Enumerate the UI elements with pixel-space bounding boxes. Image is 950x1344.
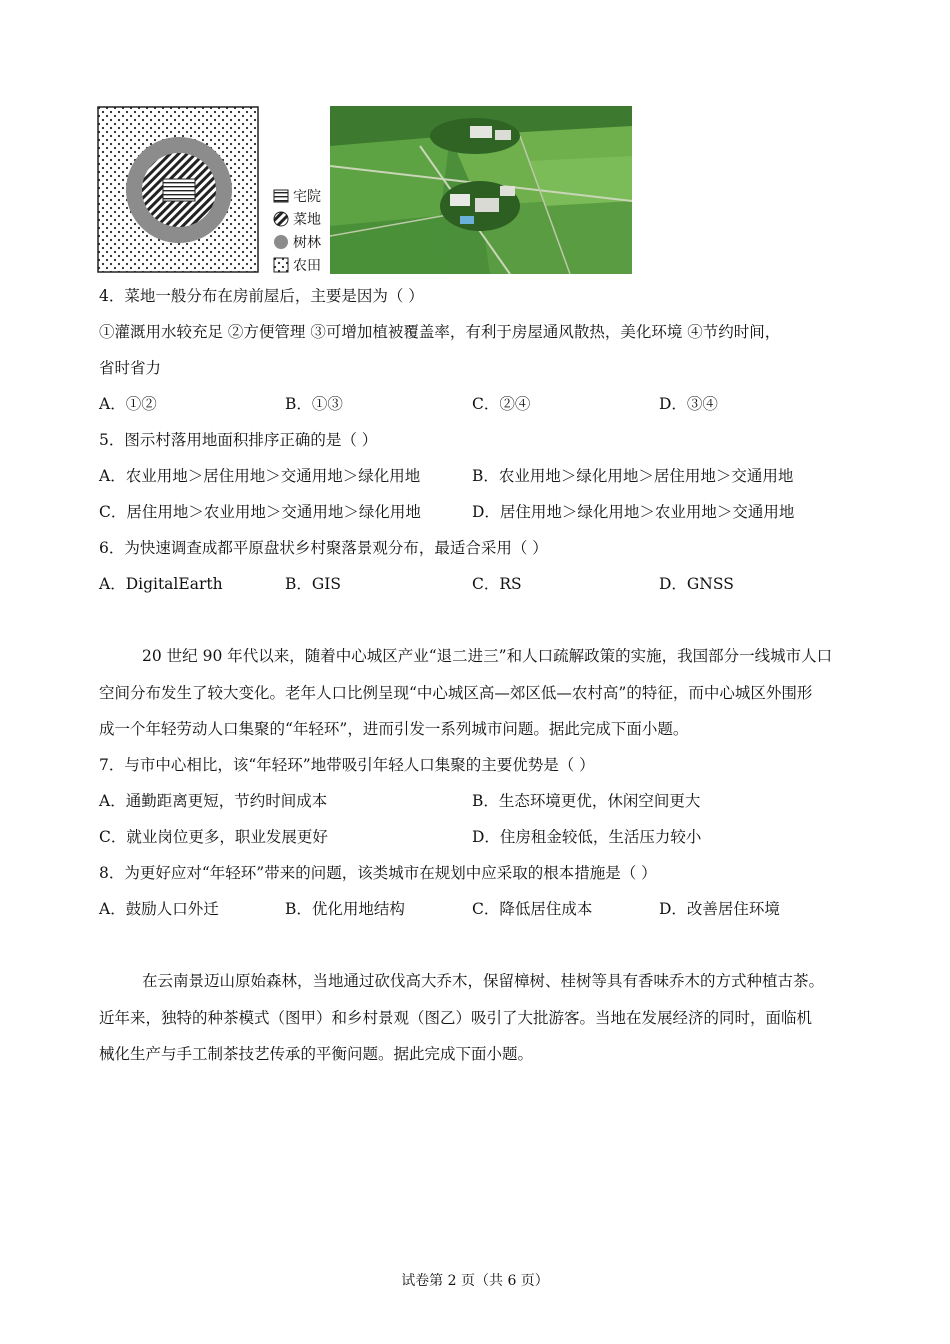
legend-item-forest bbox=[273, 232, 321, 252]
q6-option-a[interactable]: A．DigitalEarth bbox=[99, 575, 223, 593]
q5-option-c[interactable]: C．居住用地＞农业用地＞交通用地＞绿化用地 bbox=[99, 503, 421, 521]
passage3-line3: 械化生产与手工制茶技艺传承的平衡问题。据此完成下面小题。 bbox=[99, 1045, 534, 1063]
q4-option-a[interactable]: A．①② bbox=[99, 395, 157, 413]
passage2-line1: 20 世纪 90 年代以来，随着中心城区产业“退二进三”和人口疏解政策的实施，我国部分一线城市人口 bbox=[142, 647, 833, 665]
grey-circle-swatch-icon bbox=[273, 234, 289, 250]
q8-option-b[interactable]: B．优化用地结构 bbox=[285, 900, 405, 918]
land-use-diagram bbox=[97, 106, 262, 276]
q5-stem: 5．图示村落用地面积排序正确的是（ ） bbox=[99, 431, 378, 449]
passage2-line3: 成一个年轻劳动人口集聚的“年轻环”，进而引发一系列城市问题。据此完成下面小题。 bbox=[99, 720, 689, 738]
q6-option-d[interactable]: D．GNSS bbox=[659, 575, 734, 593]
legend-item-vegetable bbox=[273, 209, 321, 229]
legend-label: 农田 bbox=[293, 258, 321, 274]
passage2-line2: 空间分布发生了较大变化。老年人口比例呈现“中心城区高—郊区低—农村高”的特征，而中心城区外围形 bbox=[99, 684, 813, 702]
q7-stem: 7．与市中心相比，该“年轻环”地带吸引年轻人口集聚的主要优势是（ ） bbox=[99, 756, 595, 774]
dotted-square-swatch-icon bbox=[273, 257, 289, 273]
q7-option-d[interactable]: D．住房租金较低，生活压力较小 bbox=[472, 828, 702, 846]
q4-option-d[interactable]: D．③④ bbox=[659, 395, 718, 413]
legend-item-farmland bbox=[273, 255, 321, 275]
q6-stem: 6．为快速调查成都平原盘状乡村聚落景观分布，最适合采用（ ） bbox=[99, 539, 548, 557]
q7-option-c[interactable]: C．就业岗位更多，职业发展更好 bbox=[99, 828, 328, 846]
q6-option-b[interactable]: B．GIS bbox=[285, 575, 342, 593]
legend-label: 树林 bbox=[293, 235, 321, 251]
legend-label: 菜地 bbox=[293, 212, 321, 228]
aerial-village-photo bbox=[330, 106, 632, 274]
horizontal-lines-swatch-icon bbox=[273, 188, 289, 204]
q5-option-d[interactable]: D．居住用地＞绿化用地＞农业用地＞交通用地 bbox=[472, 503, 795, 521]
page-footer: 试卷第 2 页（共 6 页） bbox=[401, 1273, 549, 1289]
q5-option-b[interactable]: B．农业用地＞绿化用地＞居住用地＞交通用地 bbox=[472, 467, 794, 485]
q4-statements-line1: ①灌溉用水较充足 ②方便管理 ③可增加植被覆盖率，有利于房屋通风散热，美化环境 ④节约时间， bbox=[99, 323, 781, 341]
legend-item-courtyard bbox=[273, 186, 321, 206]
q5-option-a[interactable]: A．农业用地＞居住用地＞交通用地＞绿化用地 bbox=[99, 467, 421, 485]
q4-statements-line2: 省时省力 bbox=[99, 359, 162, 377]
courtyard-block bbox=[163, 179, 195, 201]
diagonal-hatch-swatch-icon bbox=[273, 211, 289, 227]
q8-stem: 8．为更好应对“年轻环”带来的问题，该类城市在规划中应采取的根本措施是（ ） bbox=[99, 864, 657, 882]
q8-option-d[interactable]: D．改善居住环境 bbox=[659, 900, 780, 918]
q7-option-a[interactable]: A．通勤距离更短，节约时间成本 bbox=[99, 792, 328, 810]
q4-stem: 4．菜地一般分布在房前屋后，主要是因为（ ） bbox=[99, 287, 424, 305]
q6-option-c[interactable]: C．RS bbox=[472, 575, 522, 593]
q7-option-b[interactable]: B．生态环境更优，休闲空间更大 bbox=[472, 792, 701, 810]
legend-label: 宅院 bbox=[293, 189, 321, 205]
q4-option-c[interactable]: C．②④ bbox=[472, 395, 531, 413]
q8-option-a[interactable]: A．鼓励人口外迁 bbox=[99, 900, 219, 918]
passage3-line1: 在云南景迈山原始森林，当地通过砍伐高大乔木，保留樟树、桂树等具有香味乔木的方式种植古茶。 bbox=[142, 972, 825, 990]
q8-option-c[interactable]: C．降低居住成本 bbox=[472, 900, 593, 918]
q4-option-b[interactable]: B．①③ bbox=[285, 395, 343, 413]
passage3-line2: 近年来，独特的种茶模式（图甲）和乡村景观（图乙）吸引了大批游客。当地在发展经济的同时，面临机 bbox=[99, 1009, 813, 1027]
